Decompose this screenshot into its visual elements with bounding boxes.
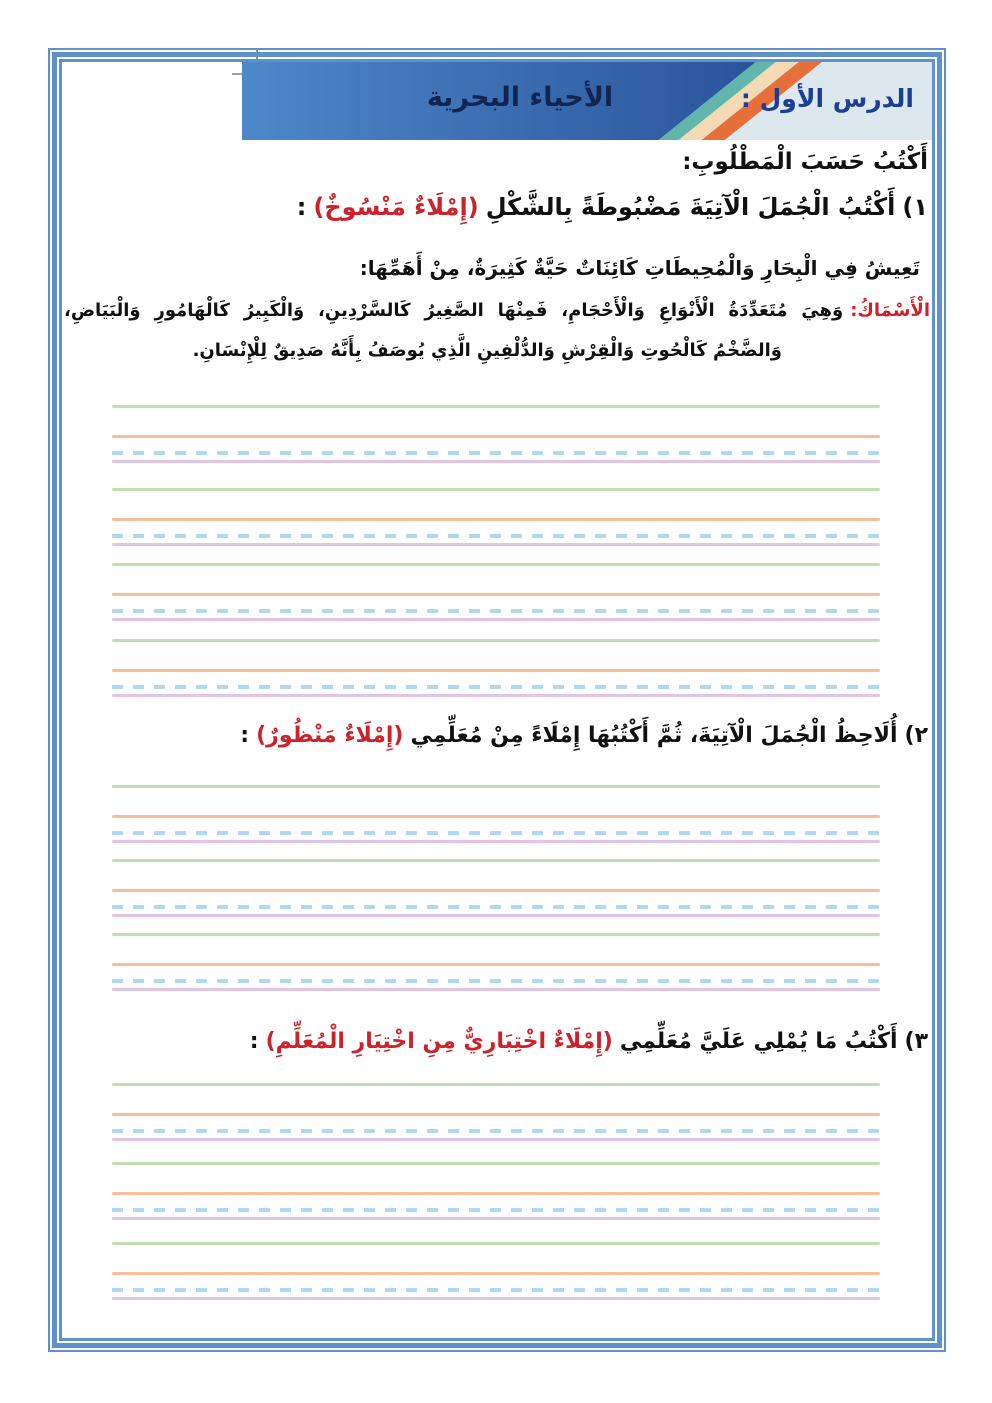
ruled-line-orange [112,1272,880,1275]
handwriting-line-group [112,859,880,919]
ruled-line-purple [112,840,880,843]
ruled-line-green [112,639,880,642]
ruled-line-green [112,1242,880,1245]
ruled-line-green [112,563,880,566]
exercise-2-number: ٢) [904,723,928,748]
handwriting-line-group [112,785,880,845]
ruled-line-orange [112,1192,880,1195]
handwriting-line-group [112,1242,880,1302]
ruled-line-purple [112,914,880,917]
ruled-line-orange [112,1113,880,1116]
ruled-line-dashed-blue [112,1129,880,1133]
ruled-line-dashed-blue [112,609,880,613]
ruled-line-green [112,488,880,491]
exercise-1-text: أَكْتُبُ الْجُمَلَ الْآتِيَةَ مَضْبُوطَةً بِالشَّكْلِ [485,193,896,221]
exercise-3-heading [250,1026,928,1058]
ruled-line-purple [112,988,880,991]
ruled-line-green [112,785,880,788]
exercise-3-text: أَكْتُبُ مَا يُمْلِي عَلَيَّ مُعَلِّمِي [619,1029,898,1054]
page-border-middle [52,52,942,1348]
exercise-3-colon: : [249,1029,259,1054]
ruled-line-orange [112,889,880,892]
ruled-line-green [112,859,880,862]
lesson-label: الدرس الأول : [740,84,914,113]
exercise-1-colon: : [296,193,307,221]
ruled-line-green [112,933,880,936]
ruled-line-green [112,1162,880,1165]
handwriting-line-group [112,405,880,465]
ruled-line-orange [112,963,880,966]
handwriting-line-group [112,488,880,548]
ruled-line-purple [112,618,880,621]
passage-line-1: تَعِيشُ فِي الْبِحَارِ وَالْمُحِيطَاتِ كَائِنَاتٌ حَيَّةٌ كَثِيرَةٌ، مِنْ أَهَمِّهَا: [359,256,920,280]
ruled-line-orange [112,593,880,596]
ruled-line-purple [112,1138,880,1141]
ruled-line-dashed-blue [112,451,880,455]
passage-fish-label: الْأَسْمَاكُ: [850,300,930,321]
ruled-line-green [112,1083,880,1086]
lesson-header-banner [242,62,932,140]
ruled-line-dashed-blue [112,1288,880,1292]
exercise-2-heading [240,720,928,752]
page-border-inner [59,59,935,1341]
exercise-3-number: ٣) [904,1029,928,1054]
ruled-line-orange [112,815,880,818]
page-content [62,62,932,1338]
ruled-line-purple [112,460,880,463]
ruled-line-green [112,405,880,408]
passage-line-2-text: وَهِيَ مُتَعَدِّدَةُ الْأَنْوَاعِ وَالْأَحْجَامِ، فَمِنْهَا الصَّغِيرُ كَالسَّرْدِينِ، وَالْكَبِيرُ كَالْهَامُورِ وَالْبَيَاضِ، [64,300,844,321]
handwriting-line-group [112,639,880,699]
ruled-line-dashed-blue [112,831,880,835]
ruled-line-purple [112,1297,880,1300]
ruled-line-dashed-blue [112,685,880,689]
exercise-2-dictation-type: (إِمْلَاءٌ مَنْظُورٌ) [256,723,404,748]
handwriting-line-group [112,933,880,993]
exercise-2-text: أُلَاحِظُ الْجُمَلَ الْآتِيَةَ، ثُمَّ أَكْتُبُهَا إِمْلَاءً مِنْ مُعَلِّمِي [410,723,898,748]
passage-line-3: وَالضَّخْمُ كَالْحُوتِ وَالْقِرْشِ وَالدُّلْفِينِ الَّذِي يُوصَفُ بِأَنَّهُ صَدِيقٌ لِلْإِنْسَانِ. [192,340,782,361]
handwriting-line-group [112,1083,880,1143]
exercise-2-colon: : [240,723,250,748]
lesson-title: الأحياء البحرية [426,82,614,113]
ruled-line-purple [112,694,880,697]
ruled-line-dashed-blue [112,534,880,538]
ruled-line-orange [112,669,880,672]
ruled-line-dashed-blue [112,1208,880,1212]
page-border-outer [48,48,946,1352]
passage-line-2 [64,298,930,324]
instruction-heading: أَكْتُبُ حَسَبَ الْمَطْلُوبِ: [682,149,928,175]
ruled-line-orange [112,518,880,521]
handwriting-line-group [112,1162,880,1222]
ruled-line-purple [112,1217,880,1220]
ruled-line-orange [112,435,880,438]
exercise-3-dictation-type: (إِمْلَاءٌ اخْتِبَارِيٌّ مِنِ اخْتِيَارِ الْمُعَلِّمِ) [265,1029,613,1054]
ruled-line-dashed-blue [112,979,880,983]
exercise-1-number: ١) [902,193,928,221]
ruled-line-purple [112,543,880,546]
handwriting-line-group [112,563,880,623]
ruled-line-dashed-blue [112,905,880,909]
exercise-1-dictation-type: (إِمْلَاءٌ مَنْسُوخٌ) [313,193,479,221]
exercise-1-heading [297,190,928,225]
